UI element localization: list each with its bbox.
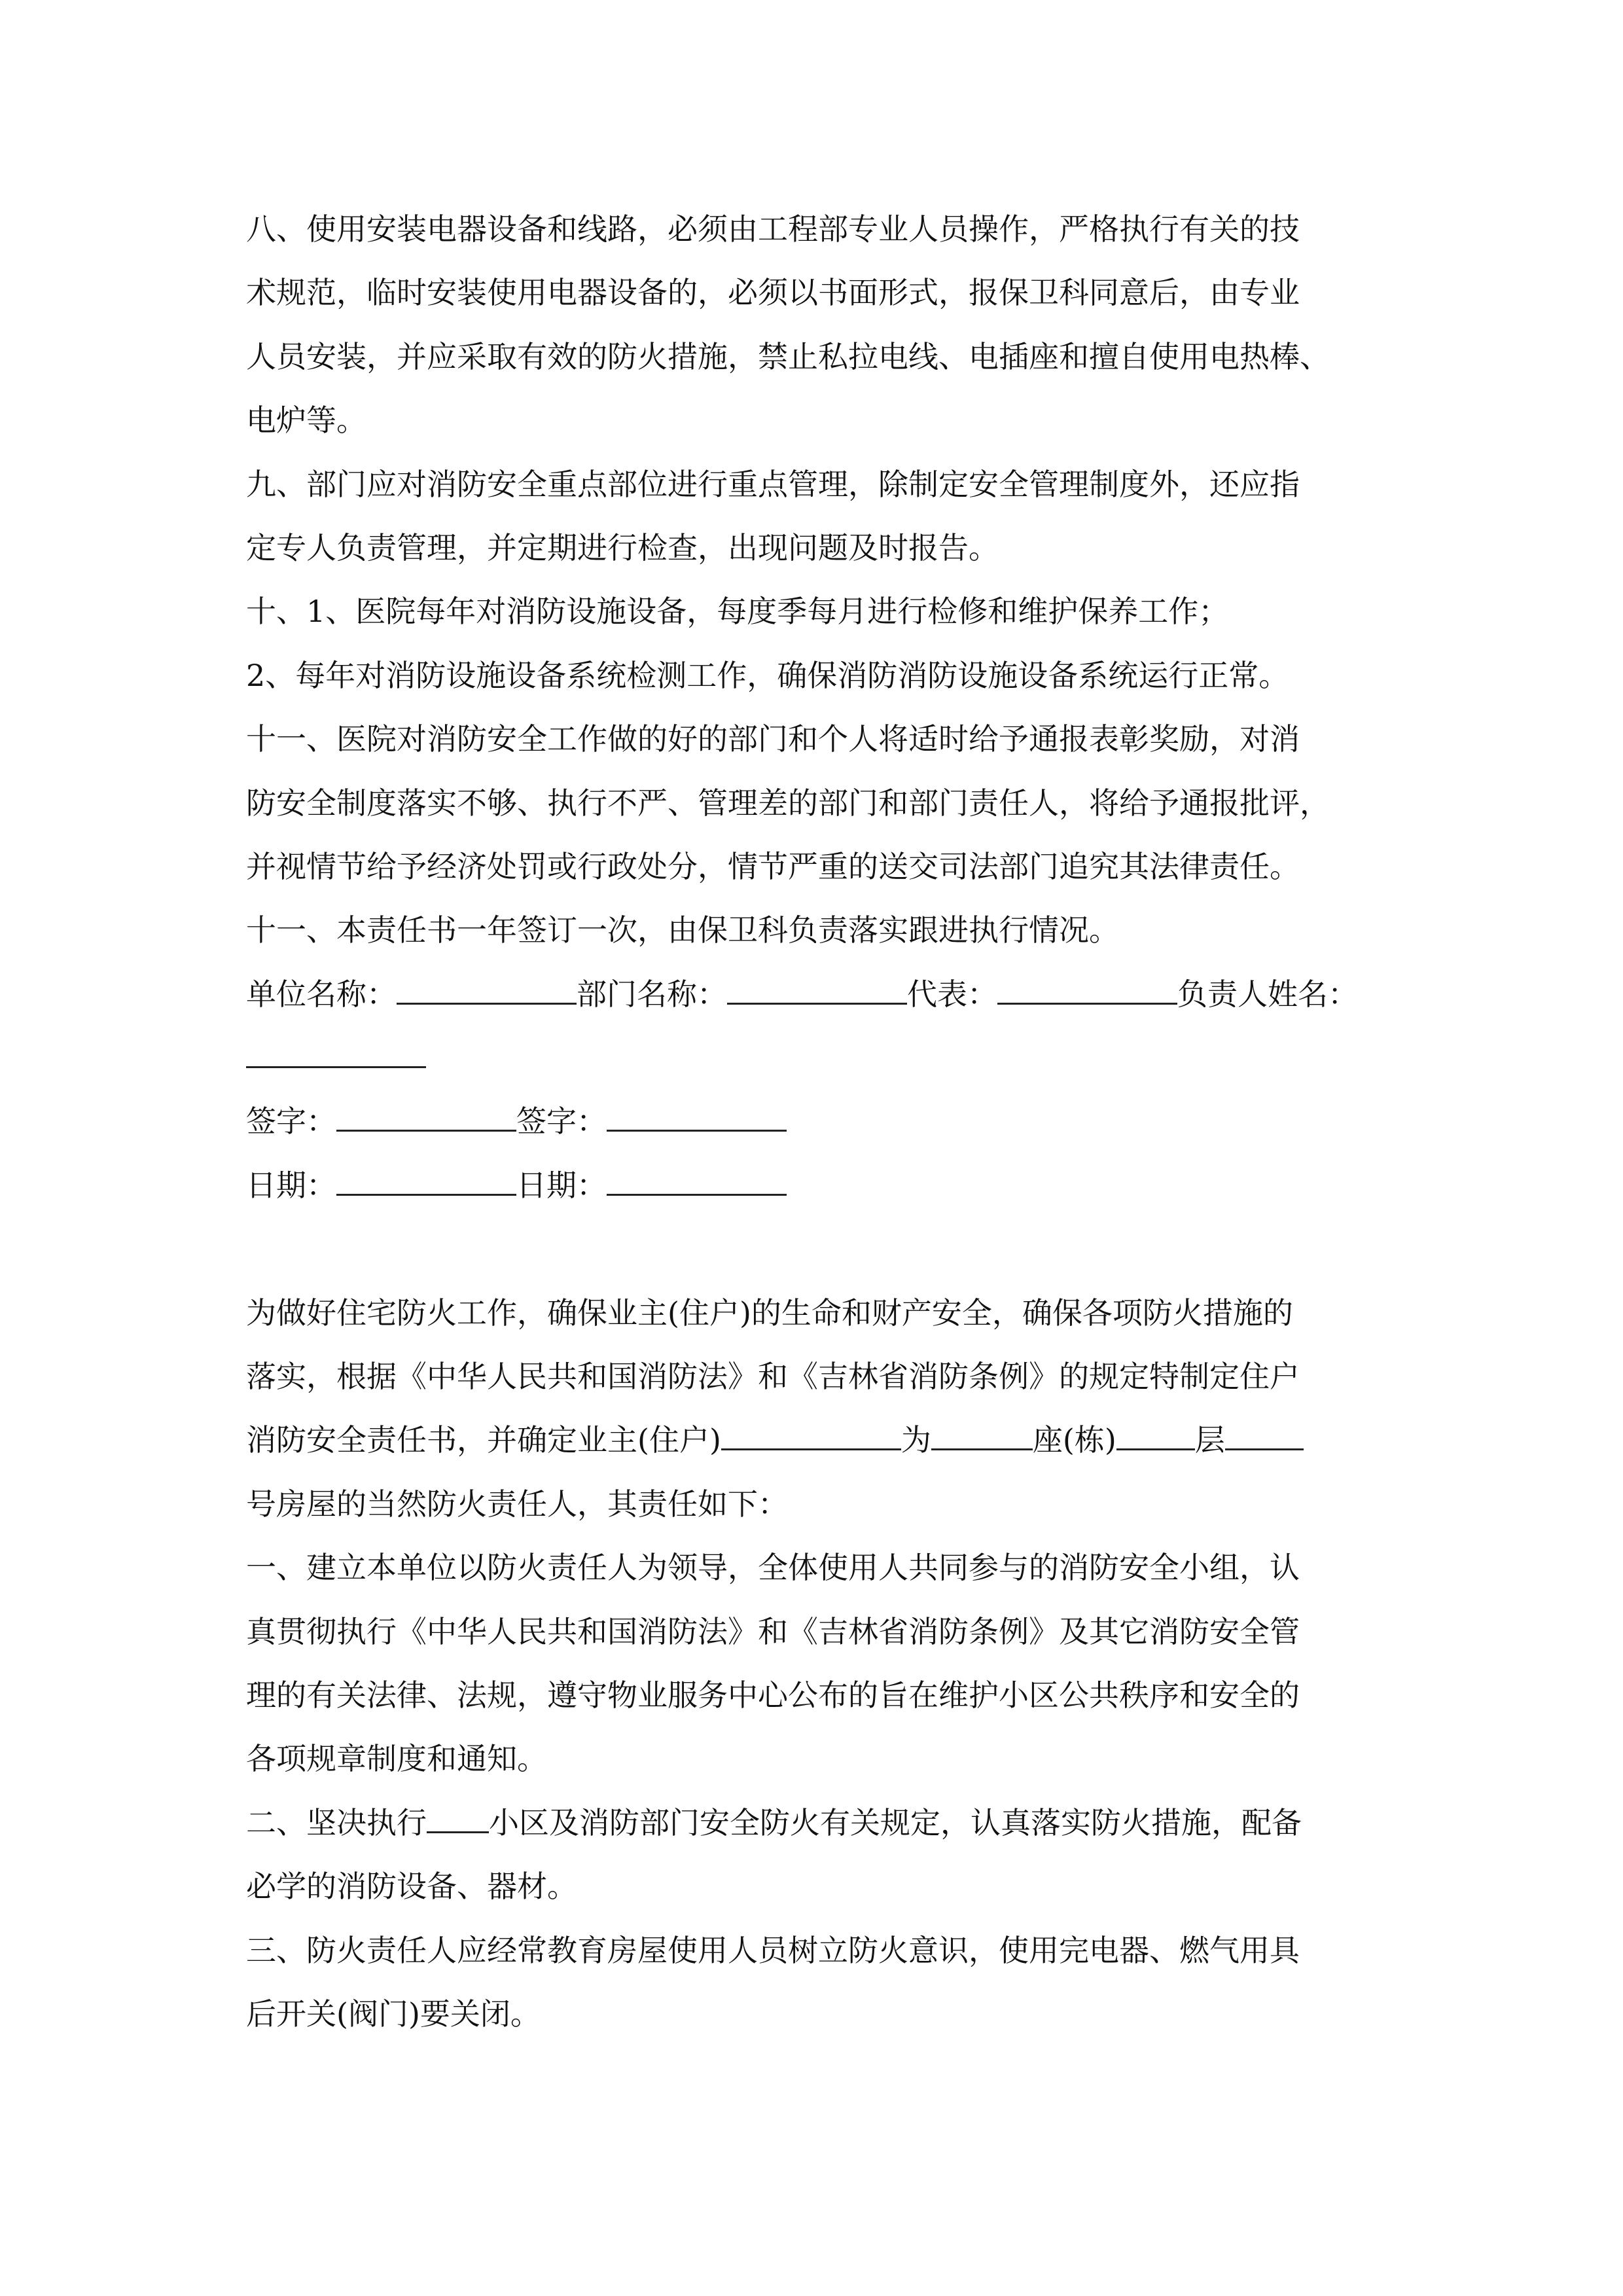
paragraph-line: 后开关(阀门)要关闭。 bbox=[246, 1996, 541, 2032]
date-blank-2[interactable] bbox=[607, 1168, 787, 1196]
signature-row-continuation bbox=[246, 1026, 1424, 1090]
date-blank-1[interactable] bbox=[336, 1168, 516, 1196]
representative-blank[interactable] bbox=[997, 977, 1177, 1005]
paragraph-line: 各项规章制度和通知。 bbox=[246, 1741, 547, 1777]
paragraph-line-with-blanks bbox=[246, 1408, 1424, 1472]
person-in-charge-blank[interactable] bbox=[246, 1040, 426, 1068]
paragraph-line: 十、1、医院每年对消防设施设备，每度季每月进行检修和维护保养工作； bbox=[246, 594, 1229, 630]
text-segment: 二、坚决执行 bbox=[246, 1804, 427, 1840]
date-label-1: 日期： bbox=[246, 1167, 336, 1203]
text-segment: 层 bbox=[1194, 1422, 1225, 1458]
date-label-2: 日期： bbox=[516, 1167, 607, 1203]
paragraph-line: 防安全制度落实不够、执行不严、管理差的部门和部门责任人，将给予通报批评， bbox=[246, 785, 1330, 821]
sign-label-2: 签字： bbox=[516, 1103, 607, 1139]
paragraph-line: 真贯彻执行《中华人民共和国消防法》和《吉林省消防条例》及其它消防安全管 bbox=[246, 1613, 1300, 1649]
paragraph-line: 为做好住宅防火工作，确保业主(住户)的生命和财产安全，确保各项防火措施的 bbox=[246, 1295, 1293, 1331]
document-page bbox=[246, 198, 1424, 2046]
owner-name-blank[interactable] bbox=[721, 1422, 901, 1450]
unit-name-blank[interactable] bbox=[397, 977, 577, 1005]
signature-row-names bbox=[246, 963, 1424, 1026]
sign-blank-1[interactable] bbox=[336, 1103, 516, 1132]
text-segment: 小区及消防部门安全防火有关规定，认真落实防火措施，配备 bbox=[489, 1804, 1302, 1840]
sign-blank-2[interactable] bbox=[607, 1103, 787, 1132]
text-segment: 消防安全责任书，并确定业主(住户) bbox=[246, 1422, 721, 1458]
person-in-charge-label: 负责人姓名： bbox=[1177, 976, 1358, 1012]
paragraph-line: 十一、本责任书一年签订一次，由保卫科负责落实跟进执行情况。 bbox=[246, 912, 1119, 948]
representative-label: 代表： bbox=[907, 976, 997, 1012]
building-blank[interactable] bbox=[931, 1422, 1033, 1450]
signature-row-sign bbox=[246, 1090, 1424, 1153]
paragraph-line: 人员安装，并应采取有效的防火措施，禁止私拉电线、电插座和擅自使用电热棒、 bbox=[246, 338, 1330, 374]
paragraph-line: 落实，根据《中华人民共和国消防法》和《吉林省消防条例》的规定特制定住户 bbox=[246, 1359, 1300, 1395]
paragraph-line: 九、部门应对消防安全重点部位进行重点管理，除制定安全管理制度外，还应指 bbox=[246, 466, 1300, 502]
paragraph-line: 电炉等。 bbox=[246, 403, 366, 439]
signature-row-date bbox=[246, 1154, 1424, 1217]
floor-blank[interactable] bbox=[1116, 1422, 1195, 1450]
paragraph-line: 理的有关法律、法规，遵守物业服务中心公布的旨在维护小区公共秩序和安全的 bbox=[246, 1677, 1300, 1713]
paragraph-line: 定专人负责管理，并定期进行检查，出现问题及时报告。 bbox=[246, 529, 999, 565]
paragraph-line: 2、每年对消防设施设备系统检测工作，确保消防消防设施设备系统运行正常。 bbox=[246, 657, 1289, 693]
community-blank[interactable] bbox=[427, 1805, 489, 1833]
sign-label-1: 签字： bbox=[246, 1103, 336, 1139]
paragraph-line: 三、防火责任人应经常教育房屋使用人员树立防火意识，使用完电器、燃气用具 bbox=[246, 1932, 1300, 1968]
paragraph-line: 必学的消防设备、器材。 bbox=[246, 1869, 577, 1905]
paragraph-line: 八、使用安装电器设备和线路，必须由工程部专业人员操作，严格执行有关的技 bbox=[246, 211, 1300, 247]
paragraph-line: 术规范，临时安装使用电器设备的，必须以书面形式，报保卫科同意后，由专业 bbox=[246, 275, 1300, 311]
paragraph-line: 十一、医院对消防安全工作做的好的部门和个人将适时给予通报表彰奖励，对消 bbox=[246, 721, 1300, 757]
paragraph-line-with-blank bbox=[246, 1791, 1424, 1855]
paragraph-line: 一、建立本单位以防火责任人为领导，全体使用人共同参与的消防安全小组，认 bbox=[246, 1550, 1300, 1586]
dept-name-blank[interactable] bbox=[727, 977, 907, 1005]
paragraph-line: 并视情节给予经济处罚或行政处分，情节严重的送交司法部门追究其法律责任。 bbox=[246, 848, 1300, 884]
room-blank[interactable] bbox=[1225, 1422, 1304, 1450]
unit-name-label: 单位名称： bbox=[246, 976, 397, 1012]
paragraph-line: 号房屋的当然防火责任人，其责任如下： bbox=[246, 1486, 788, 1522]
dept-name-label: 部门名称： bbox=[577, 976, 727, 1012]
spacer bbox=[246, 1217, 1424, 1281]
text-segment: 为 bbox=[901, 1422, 931, 1458]
text-segment: 座(栋) bbox=[1032, 1422, 1116, 1458]
